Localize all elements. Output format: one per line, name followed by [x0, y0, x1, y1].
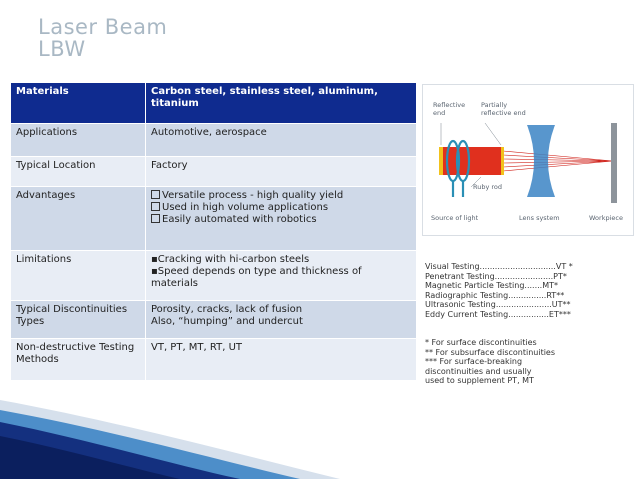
row-value-discontinuities [146, 301, 417, 339]
legend-item: Penetrant Testing.......................PT* [425, 271, 567, 281]
decorative-swoosh [0, 392, 638, 479]
row-label-advantages: Advantages [11, 187, 146, 251]
workpiece [611, 123, 617, 203]
row-value-limitations [146, 251, 417, 301]
legend-item: Eddy Current Testing................ET*** [425, 309, 571, 319]
lens-label: Lens system [519, 214, 560, 222]
row-label-location: Typical Location [11, 157, 146, 187]
partially-reflective-label-2: reflective end [481, 109, 526, 117]
row-label-discontinuities: Typical Discontinuities Types [11, 301, 146, 339]
legend-item: Visual Testing..............................VT * [425, 262, 573, 271]
row-label-ndt: Non-destructive Testing Methods [11, 339, 146, 381]
limitation-item: ▪Cracking with hi-carbon steels [151, 254, 310, 265]
discontinuity-line: Porosity, cracks, lack of fusion [151, 304, 303, 315]
row-label-applications: Applications [11, 124, 146, 157]
advantage-item: Easily automated with robotics [151, 214, 411, 226]
specs-table [10, 82, 417, 381]
laser-beam [503, 151, 613, 171]
table-row [11, 124, 417, 157]
legend-item: Ultrasonic Testing......................UT** [425, 300, 571, 310]
table-row [11, 251, 417, 301]
workpiece-label: Workpiece [589, 214, 623, 222]
title-line-2: LBW [38, 37, 86, 61]
title-line-1: Laser Beam [38, 15, 168, 39]
footnote-line: ** For subsurface discontinuities [425, 347, 556, 357]
lens [527, 125, 555, 197]
row-value-applications: Automotive, aerospace [146, 124, 417, 157]
row-value-advantages [146, 187, 417, 251]
source-label: Source of light [431, 214, 479, 222]
footnote-line: * For surface discontinuities [425, 338, 537, 347]
row-label-limitations: Limitations [11, 251, 146, 301]
table-row [11, 301, 417, 339]
ndt-legend [425, 262, 573, 320]
legend-item: Magnetic Particle Testing.......MT* [425, 281, 558, 291]
table-row [11, 187, 417, 251]
slide-title [38, 16, 167, 60]
limitation-item: ▪Speed depends on type and thickness of materials [151, 266, 362, 289]
reflective-end-label-1: Reflective [433, 101, 466, 109]
discontinuity-line: Also, “humping” and undercut [151, 316, 303, 327]
header-label: Materials [11, 83, 146, 124]
header-value: Carbon steel, stainless steel, aluminum, titanium [146, 83, 417, 124]
table-row [11, 157, 417, 187]
partially-reflective-label-1: Partially [481, 101, 508, 109]
row-value-ndt: VT, PT, MT, RT, UT [146, 339, 417, 381]
footnote-line: discontinuities and usually [425, 366, 532, 376]
ruby-rod [443, 147, 501, 175]
laser-diagram [422, 84, 634, 236]
partial-mirror [501, 147, 504, 175]
table-header-row [11, 83, 417, 124]
row-value-location: Factory [146, 157, 417, 187]
checkbox-bullet-icon [151, 202, 160, 211]
legend-item: Radiographic Testing...............RT** [425, 290, 565, 300]
reflective-mirror [439, 147, 443, 175]
reflective-end-label-2: end [433, 109, 446, 117]
ruby-rod-label: Ruby rod [473, 183, 503, 191]
laser-diagram-svg [423, 85, 633, 235]
checkbox-bullet-icon [151, 214, 160, 223]
checkbox-bullet-icon [151, 190, 160, 199]
advantage-item: Versatile process - high quality yield [151, 190, 411, 202]
advantage-item: Used in high volume applications [151, 202, 411, 214]
table-row [11, 339, 417, 381]
footnote-line: used to supplement PT, MT [425, 376, 534, 386]
footnotes [425, 338, 555, 386]
footnote-line: *** For surface-breaking [425, 357, 523, 367]
